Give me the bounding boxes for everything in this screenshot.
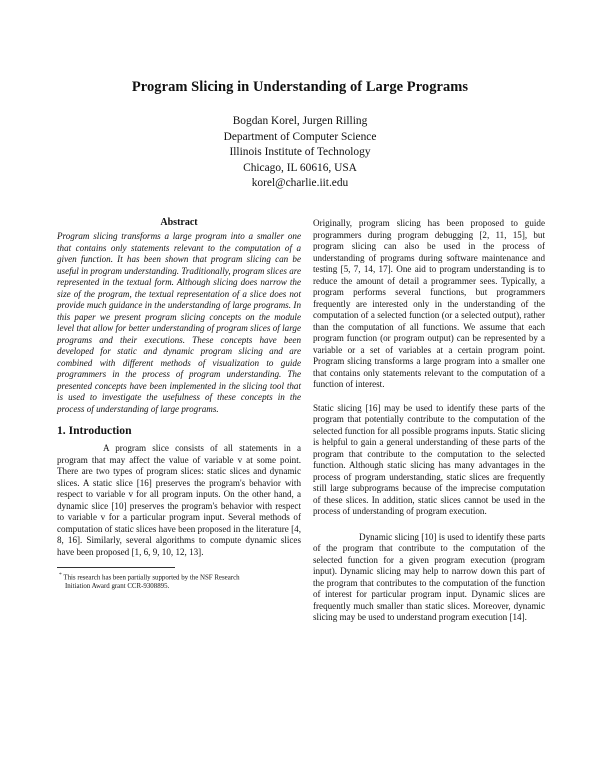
author-email: korel@charlie.iit.edu — [251, 177, 349, 190]
right-paragraph-2: Static slicing [16] may be used to identify these parts of the program that potentially contribute to the computation of the selected function for all possible programs inputs. Static slicing is helpful to gain a general understanding of these parts of the program that contribute to the computation to the selected function. Although static slicing has many advantages in the process of program understanding, static slices are frequently still large subprograms because of the imprecise computation of these slices. In addition, static slices cannot be used in the process of understanding of program execution. — [313, 402, 545, 516]
left-column — [57, 217, 301, 591]
right-paragraph-1: Originally, program slicing has been proposed to guide programmers during program debugging [2, 11, 15], but program slicing can also be used in the process of understanding of programs during software maintenance and testing [5, 7, 14, 17]. One aid to program understanding is to reduce the amount of detail a programmer sees. Typically, a program performs several functions, but programmers frequently are interested only in the understanding of the computation of a selected function (or a selected output), rather than the computation of all functions. We assume that each program function (or program output) can be represented by a variable or a set of variables at a certain program point. Program slicing transforms a large program into a smaller one that contains only statements relevant to the computation of a function of interest. — [313, 218, 545, 389]
author-names: Bogdan Korel, Jurgen Rilling — [232, 115, 368, 127]
author-department: Department of Computer Science — [223, 130, 377, 143]
footnote-line-2: Initiation Award grant CCR-9308895. — [65, 582, 170, 590]
author-institution: Illinois Institute of Technology — [229, 146, 371, 159]
footnote-mark: * — [59, 572, 62, 578]
introduction-paragraph: A program slice consists of all statements in a program that may affect the value of variable v at some point. There are two types of program slices: static slices and dynamic slices. A static slice [16] preserves the program's behavior with respect to variable v for all program inputs. On the other hand, a dynamic slice [10] preserves the program's behavior with respect to variable v for a particular program input. Several methods of computation of static slices have been proposed in the literature [4, 8, 16]. Similarly, several algorithms to compute dynamic slices have been proposed [1, 6, 9, 10, 12, 13]. — [57, 443, 301, 557]
paper-title: Program Slicing in Understanding of Large Programs — [131, 79, 469, 95]
right-column — [313, 218, 545, 624]
footnote — [57, 571, 301, 591]
author-block — [0, 114, 600, 192]
footnote-divider — [57, 567, 175, 568]
footnote-line-1: This research has been partially supported by the NSF Research — [63, 574, 240, 582]
right-paragraph-3: Dynamic slicing [10] is used to identify these parts of the program that contribute to the computation of the selected function for a given program execution (program input). Dynamic slicing may help to narrow down this part of the program that contributes to the computation of the function of interest for particular program input. Dynamic slices are frequently much smaller than static slices. Moreover, dynamic slicing may be used to understand program execution [14]. — [313, 531, 545, 622]
author-location: Chicago, IL 60616, USA — [243, 161, 357, 174]
abstract-heading: Abstract — [160, 217, 198, 228]
introduction-heading: 1. Introduction — [57, 424, 132, 437]
abstract-body: Program slicing transforms a large program into a smaller one that contains only statements relevant to the computation of a given function. It has been shown that program slicing can be useful in program understanding. Traditionally, program slices are represented in the textual form. Although slicing does narrow the size of the program, the textual representation of a slice does not provide much guidance in the understanding of large programs. In this paper we present program slicing concepts on the module level that allow for better understanding of program slices of large programs and their executions. These concepts have been developed for static and dynamic program slicing and are combined with different methods of visualization to guide programmers in the process of program understanding. The presented concepts have been implemented in the slicing tool that is used to investigate the usefulness of these concepts in the process of understanding of large programs. — [57, 231, 301, 414]
